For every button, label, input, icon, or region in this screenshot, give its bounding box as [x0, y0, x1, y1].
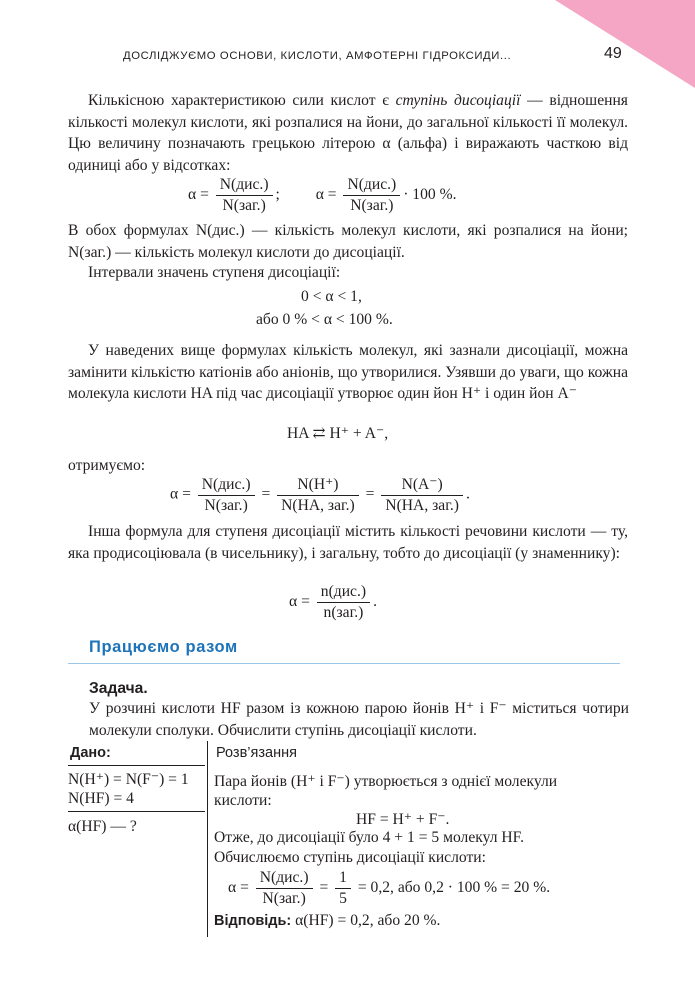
- paragraph-degree-definition: [68, 90, 628, 176]
- paragraph-result-intro: отримуємо:: [68, 457, 146, 474]
- task-heading: Задача.: [89, 680, 148, 697]
- numerator: N(дис.): [256, 869, 313, 889]
- fraction: [216, 176, 273, 215]
- numerator: n(дис.): [317, 583, 370, 603]
- fraction: [317, 583, 370, 622]
- solution-line-4: Обчислюємо ступінь дисоціації кислоти:: [214, 849, 486, 866]
- answer-label: Відповідь:: [214, 913, 292, 929]
- numerator: N(дис.): [343, 176, 400, 196]
- section-divider: [68, 663, 620, 664]
- formula-tail: · 100 %.: [403, 186, 457, 204]
- task-statement: У розчині кислоти HF разом із кожною парою йонів H⁺ і F⁻ міститься чотири молекули сполуки. Обчислити ступінь дисоціації кислоти.: [89, 700, 629, 739]
- fraction: [335, 869, 351, 908]
- solution-equation: HF = H⁺ + F⁻.: [356, 811, 450, 828]
- given-find: α(HF) — ?: [68, 818, 137, 835]
- section-title: Працюємо разом: [89, 638, 238, 656]
- solution-line-3: Отже, до дисоціації було 4 + 1 = 5 молекул HF.: [214, 829, 524, 846]
- solution-calculation: [228, 869, 550, 908]
- running-header: ДОСЛІДЖУЄМО ОСНОВИ, КИСЛОТИ, АМФОТЕРНІ ГІДРОКСИДИ...: [123, 50, 512, 62]
- interval-line-1: 0 < α < 1,: [301, 288, 362, 305]
- numerator: N(дис.): [198, 476, 255, 496]
- formula-tail: .: [373, 593, 377, 611]
- solution-line-2: кислоти:: [214, 792, 272, 809]
- dissociation-equation: HA ⇄ H⁺ + A⁻,: [287, 425, 389, 442]
- given-header-rule: [68, 765, 205, 766]
- paragraph-formula-explanation: В обох формулах N(дис.) — кількість молекул кислоти, які розпалися на йони; N(заг.) — кількість молекул кислоти до дисоціації.: [68, 222, 628, 261]
- term-degree-of-dissociation: ступінь дисоціації: [395, 92, 521, 109]
- fraction: [381, 475, 463, 515]
- interval-line-2: або 0 % < α < 100 %.: [256, 311, 393, 328]
- numerator: N(дис.): [216, 176, 273, 196]
- solution-answer: [214, 912, 440, 930]
- calculation-result: = 0,2, або 0,2 · 100 % = 20 %.: [357, 879, 551, 897]
- equals-sign: =: [365, 485, 375, 503]
- page-number: 49: [604, 45, 622, 62]
- denominator: N(заг.): [262, 890, 306, 907]
- given-find-rule: [68, 811, 205, 812]
- denominator: N(заг.): [222, 197, 266, 214]
- paragraph-text: Кількісною характеристикою сили кислот є: [88, 92, 396, 109]
- formula-alpha-amount: [289, 583, 377, 622]
- fraction: [198, 476, 255, 515]
- paragraph-text: — відношення кількості молекул кислоти, які розпалися на йони, до загальної кількості її молекул. Цю величину позначають грецькою літерою α (альфа) і виражають часткою від одиниці або у відсотках:: [68, 92, 628, 174]
- given-header: Дано:: [70, 745, 111, 761]
- denominator: N(заг.): [204, 496, 248, 514]
- formula-alpha: α =: [170, 485, 191, 503]
- given-line-1: N(H⁺) = N(F⁻) = 1: [68, 771, 189, 788]
- numerator: N(A⁻): [381, 475, 463, 496]
- table-vertical-divider: [207, 741, 208, 937]
- formula-alpha-ions: [170, 475, 470, 515]
- numerator: 1: [335, 869, 351, 889]
- paragraph-ion-counts: У наведених вище формулах кількість молекул, які зазнали дисоціації, можна замінити кількістю катіонів або аніонів, що утворилися. Узявши до уваги, що кожна молекула кислоти HA під час дисоціації утворює один йон H⁺ і один йон A⁻: [68, 342, 628, 402]
- denominator: N(HA, заг.): [281, 497, 355, 514]
- page-corner-decoration: [555, 0, 695, 88]
- equals-sign: =: [319, 879, 329, 897]
- paragraph-amount-formula: Інша формула для ступеня дисоціації містить кількості речовини кислоти — ту, яка продисоціювала (в чисельнику), і загальну, тобто до дисоціації (у знаменнику):: [68, 523, 628, 562]
- formula-alpha: α =: [228, 879, 249, 897]
- fraction: [256, 869, 313, 908]
- fraction: [343, 176, 400, 215]
- formula-alpha: α =: [315, 186, 337, 204]
- answer-text: α(HF) = 0,2, або 20 %.: [295, 912, 441, 929]
- solution-header: Розв’язання: [216, 745, 297, 761]
- paragraph-interval-intro: Інтервали значень ступеня дисоціації:: [88, 264, 341, 281]
- denominator: n(заг.): [323, 604, 364, 621]
- denominator: N(HA, заг.): [385, 497, 459, 514]
- denominator: N(заг.): [350, 197, 394, 214]
- task-label: [89, 678, 629, 700]
- formula-alpha-fraction: [188, 176, 457, 215]
- formula-separator: ;: [275, 186, 280, 204]
- numerator: N(H⁺): [277, 475, 359, 496]
- formula-tail: .: [465, 485, 470, 503]
- solution-line-1: Пара йонів (H⁺ і F⁻) утворюється з однієї молекули: [214, 773, 558, 790]
- given-line-2: N(HF) = 4: [68, 790, 134, 807]
- formula-alpha: α =: [188, 186, 209, 204]
- fraction: [277, 475, 359, 515]
- denominator: 5: [339, 890, 347, 907]
- equals-sign: =: [261, 485, 271, 503]
- formula-alpha: α =: [289, 593, 310, 611]
